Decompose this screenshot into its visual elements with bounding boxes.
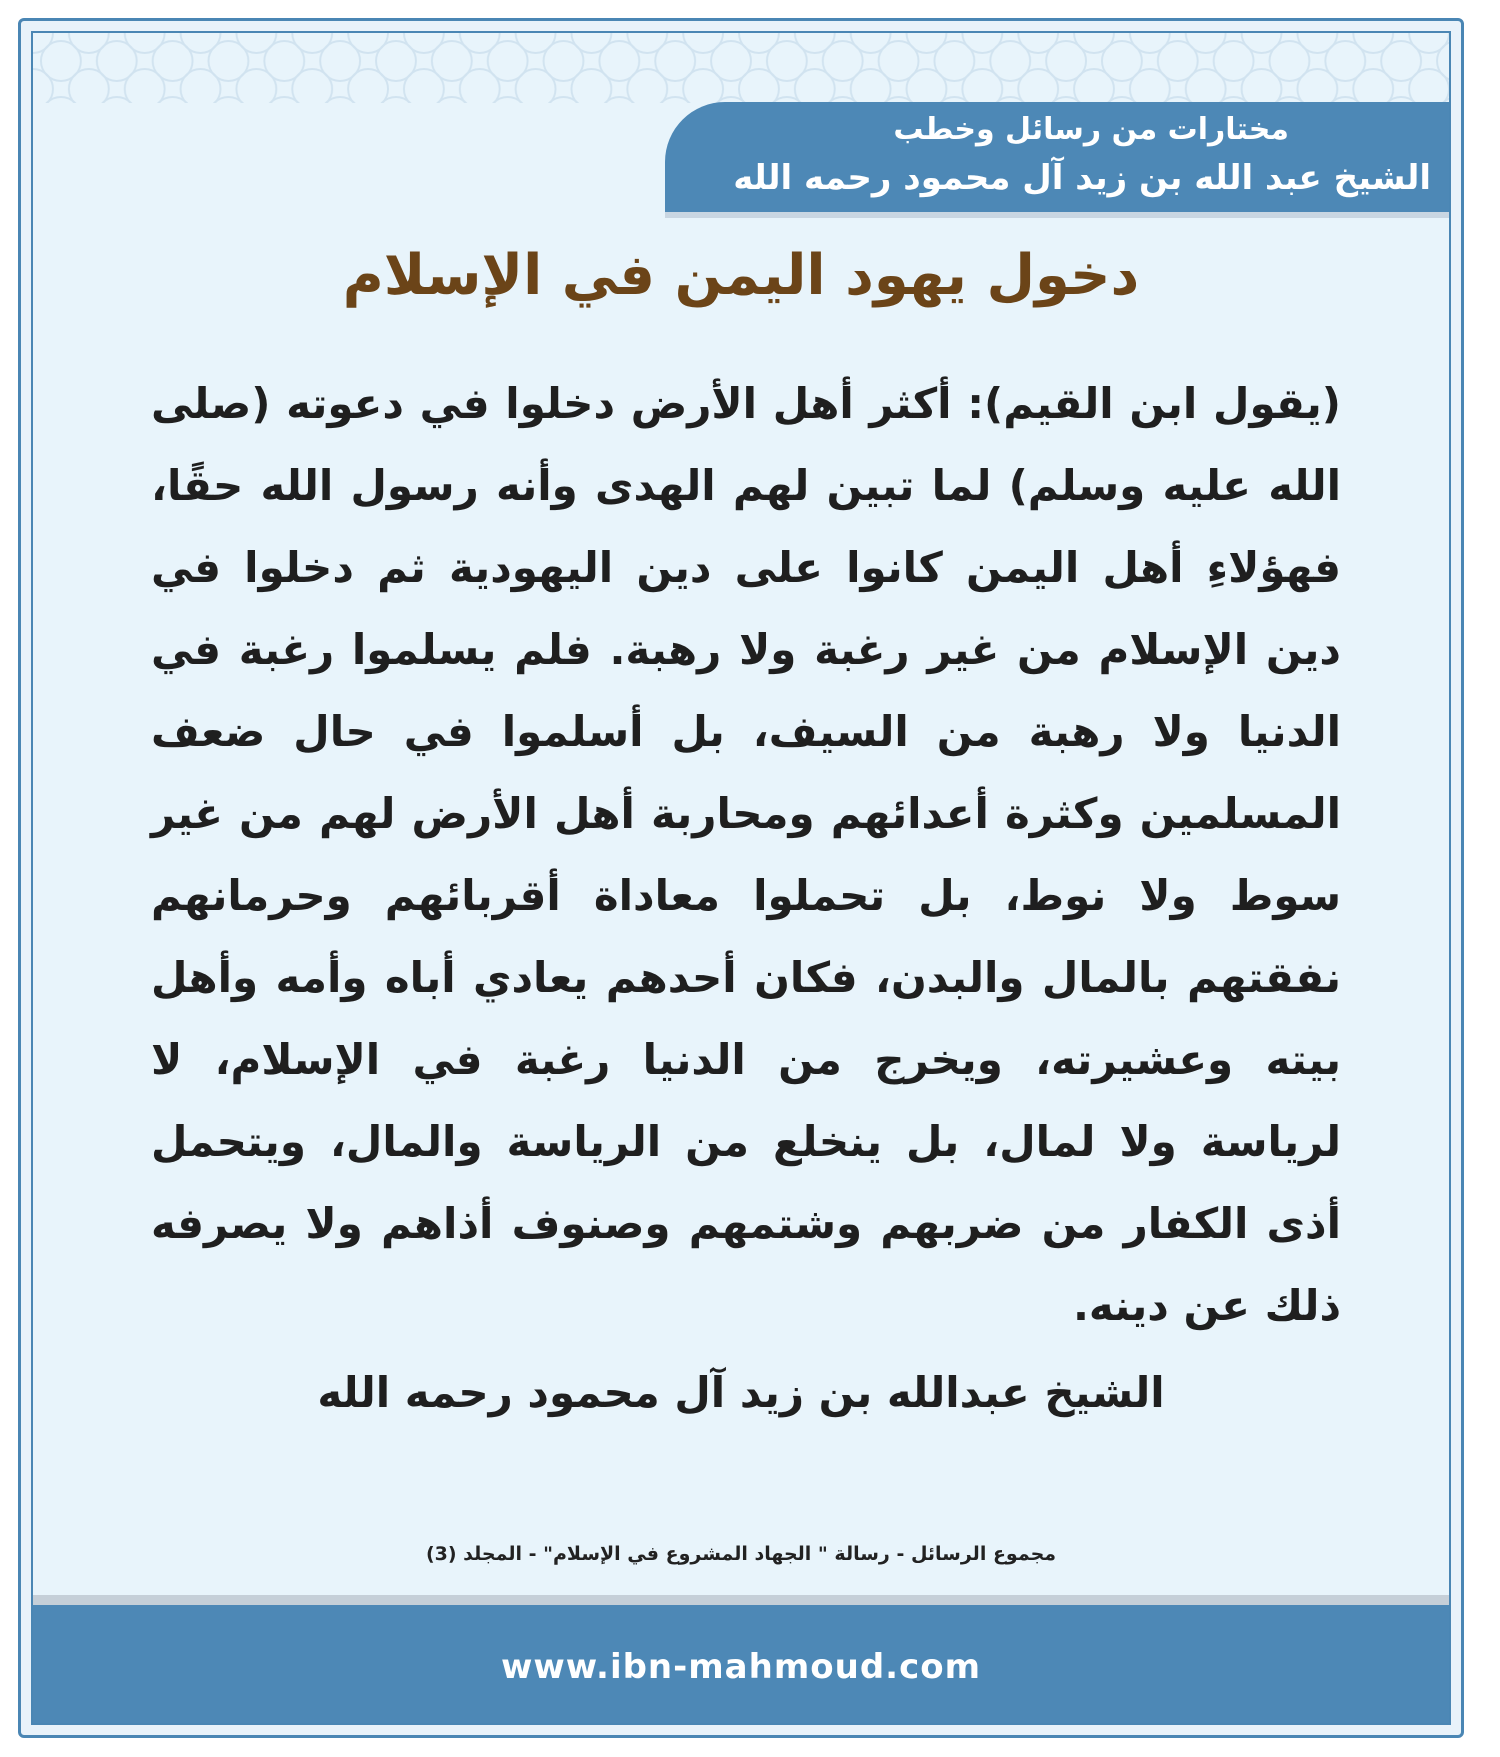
footer-bar xyxy=(33,1605,1449,1725)
decorative-pattern xyxy=(33,33,1449,103)
source-reference: مجموع الرسائل - رسالة " الجهاد المشروع في الإسلام" - المجلد (3) xyxy=(425,1543,1057,1565)
website-link[interactable]: www.ibn-mahmoud.com xyxy=(500,1647,982,1687)
body-paragraph: (يقول ابن القيم): أكثر أهل الأرض دخلوا في دعوته (صلى الله عليه وسلم) لما تبين لهم الهدى وأنه رسول الله حقًا، فهؤلاءِ أهل اليمن كانوا على دين اليهودية ثم دخلوا في دين الإسلام من غير رغبة ولا رهبة. فلم يسلموا رغبة في الدنيا ولا رهبة من السيف، بل أسلموا في حال ضعف المسلمين وكثرة أعدائهم ومحاربة أهل الأرض لهم من غير سوط ولا نوط، بل تحملوا معاداة أقربائهم وحرمانهم نفقتهم بالمال والبدن، فكان أحدهم يعادي أباه وأمه وأهل بيته وعشيرته، ويخرج من الدنيا رغبة في الإسلام، لا لرياسة ولا لمال، بل ينخلع من الرياسة والمال، ويتحمل أذى الكفار من ضربهم وشتمهم وصنوف أذاهم ولا يصرفه ذلك عن دينه. xyxy=(151,379,1341,1330)
footer-divider xyxy=(33,1595,1449,1605)
inner-frame xyxy=(31,31,1451,1725)
header-banner xyxy=(665,102,1449,212)
author-signature: الشيخ عبدالله بن زيد آل محمود رحمه الله xyxy=(317,1368,1165,1417)
outer-frame xyxy=(18,18,1464,1738)
header-subtitle: مختارات من رسائل وخطب xyxy=(893,112,1289,147)
header-author: الشيخ عبد الله بن زيد آل محمود رحمه الله xyxy=(733,158,1431,198)
page-title: دخول يهود اليمن في الإسلام xyxy=(342,243,1140,308)
